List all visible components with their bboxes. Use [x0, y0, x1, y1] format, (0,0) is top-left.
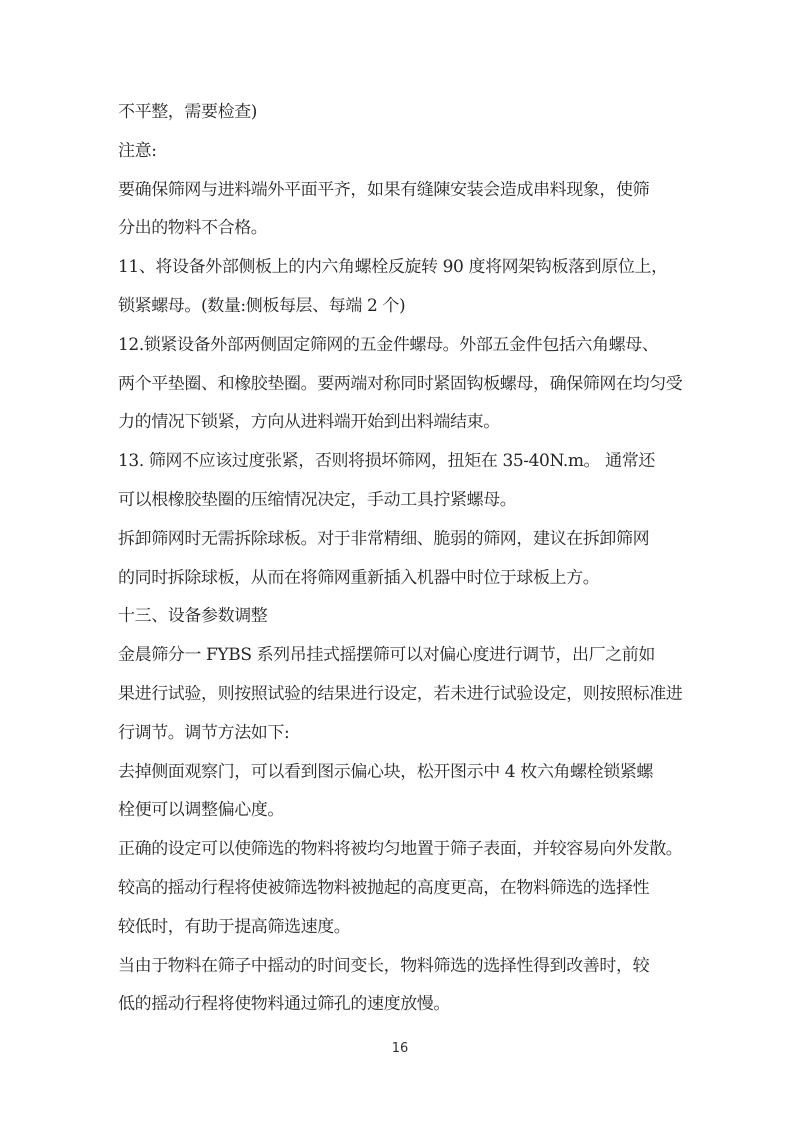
text-line: 力的情况下锁紧，方向从进料端开始到出料端结束。	[118, 412, 500, 433]
page-number: 16	[391, 1041, 409, 1056]
text-line: 两个平垫圈、和橡胶垫圈。要两端对称同时紧固钩板螺母，确保筛网在均匀受	[118, 373, 683, 394]
text-line: 拆卸筛网时无需拆除球板。对于非常精细、脆弱的筛网，建议在拆卸筛网	[118, 528, 650, 549]
text-line: 注意:	[118, 140, 157, 161]
text-line: 要确保筛网与进料端外平面平齐，如果有缝陳安装会造成串料现象，使筛	[118, 179, 650, 200]
text-line: 较高的摇动行程将使被筛选物料被抛起的高度更高，在物料筛选的选择性	[118, 877, 650, 898]
text-line: 较低时，有助于提高筛选速度。	[118, 916, 351, 937]
text-line: 11、将设备外部侧板上的内六角螺栓反旋转 90 度将网架钩板落到原位上，	[118, 257, 668, 278]
text-line: 的同时拆除球板，从而在将筛网重新插入机器中时位于球板上方。	[118, 567, 600, 588]
text-line: 十三、设备参数调整	[118, 606, 268, 627]
text-line: 正确的设定可以使筛选的物料将被均匀地置于筛子表面，并较容易向外发散。	[118, 839, 683, 860]
text-line: 可以根橡胶垫圈的压缩情况决定，手动工具拧紧螺母。	[118, 489, 517, 510]
text-line: 金晨筛分一 FYBS 系列吊挂式摇摆筛可以对偏心度进行调节，出厂之前如	[118, 645, 655, 666]
text-line: 行调节。调节方法如下:	[118, 722, 290, 743]
text-line: 锁紧螺母。(数量:侧板每层、每端 2 个)	[118, 295, 406, 316]
text-line: 当由于物料在筛子中摇动的时间变长，物料筛选的选择性得到改善时，较	[118, 955, 650, 976]
text-line: 分出的物料不合格。	[118, 218, 268, 239]
text-line: 去掉侧面观察门，可以看到图示偏心块，松开图示中 4 枚六角螺栓锁紧螺	[118, 761, 654, 782]
text-line: 不平整，需要检查)	[118, 102, 258, 122]
text-line: 13. 筛网不应该过度张紧，否则将损坏筛网，扭矩在 35-40N.m。 通常还	[118, 451, 655, 472]
document-body	[118, 93, 684, 1024]
text-line: 果进行试验，则按照试验的结果进行设定，若未进行试验设定，则按照标准进	[118, 683, 683, 704]
text-line: 栓便可以调整偏心度。	[118, 800, 284, 821]
text-line: 低的摇动行程将使物料通过筛孔的速度放慢。	[118, 994, 450, 1015]
text-line: 12.锁紧设备外部两侧固定筛网的五金件螺母。外部五金件包括六角螺母、	[118, 334, 659, 355]
